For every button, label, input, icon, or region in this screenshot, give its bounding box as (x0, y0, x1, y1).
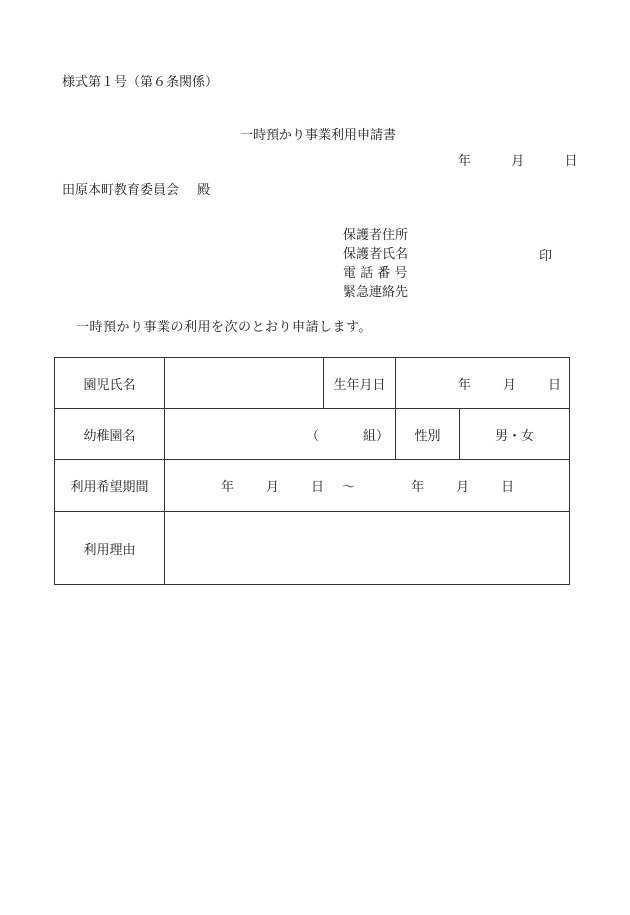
gender-options[interactable]: 男・女 (460, 409, 570, 460)
table-row-school (55, 409, 570, 460)
emergency-contact-label: 緊急連絡先 (343, 285, 409, 300)
child-name-field[interactable] (165, 358, 324, 409)
period-label: 利用希望期間 (55, 460, 165, 512)
phone-number-label: 電 話 番 号 (343, 266, 408, 281)
table-row-child-name (55, 358, 570, 409)
addressee (62, 179, 210, 198)
table-row-period (55, 460, 570, 512)
reason-label: 利用理由 (55, 512, 165, 585)
school-name-label: 幼稚園名 (55, 409, 165, 460)
application-table (54, 357, 570, 585)
class-suffix: 組） (362, 428, 389, 444)
addressee-name: 田原本町教育委員会 (62, 183, 180, 198)
reason-field[interactable] (165, 512, 570, 585)
application-statement: 一時預かり事業の利用を次のとおり申請します。 (76, 320, 372, 335)
gender-label: 性別 (396, 409, 460, 460)
date-month-label: 月 (511, 154, 525, 169)
period-separator: ～ (342, 480, 356, 495)
school-name-field[interactable] (165, 409, 396, 460)
addressee-honorific: 殿 (197, 183, 211, 198)
applicant-info (343, 226, 408, 302)
class-open-paren: （ (305, 428, 319, 444)
seal-mark: 印 (539, 249, 553, 264)
date-day-label: 日 (564, 154, 578, 169)
birthdate-label: 生年月日 (324, 358, 396, 409)
form-number: 様式第１号（第６条関係） (62, 75, 219, 90)
table-row-reason (55, 512, 570, 585)
birthdate-field[interactable]: 年 月 日 (396, 358, 570, 409)
child-name-label: 園児氏名 (55, 358, 165, 409)
application-date (458, 150, 578, 169)
guardian-name-label: 保護者氏名 (343, 247, 409, 262)
period-field[interactable]: 年 月 日 ～ 年 月 日 (165, 460, 570, 512)
date-year-label: 年 (458, 154, 472, 169)
guardian-address-label: 保護者住所 (343, 228, 409, 243)
document-title: 一時預かり事業利用申請書 (239, 128, 396, 143)
